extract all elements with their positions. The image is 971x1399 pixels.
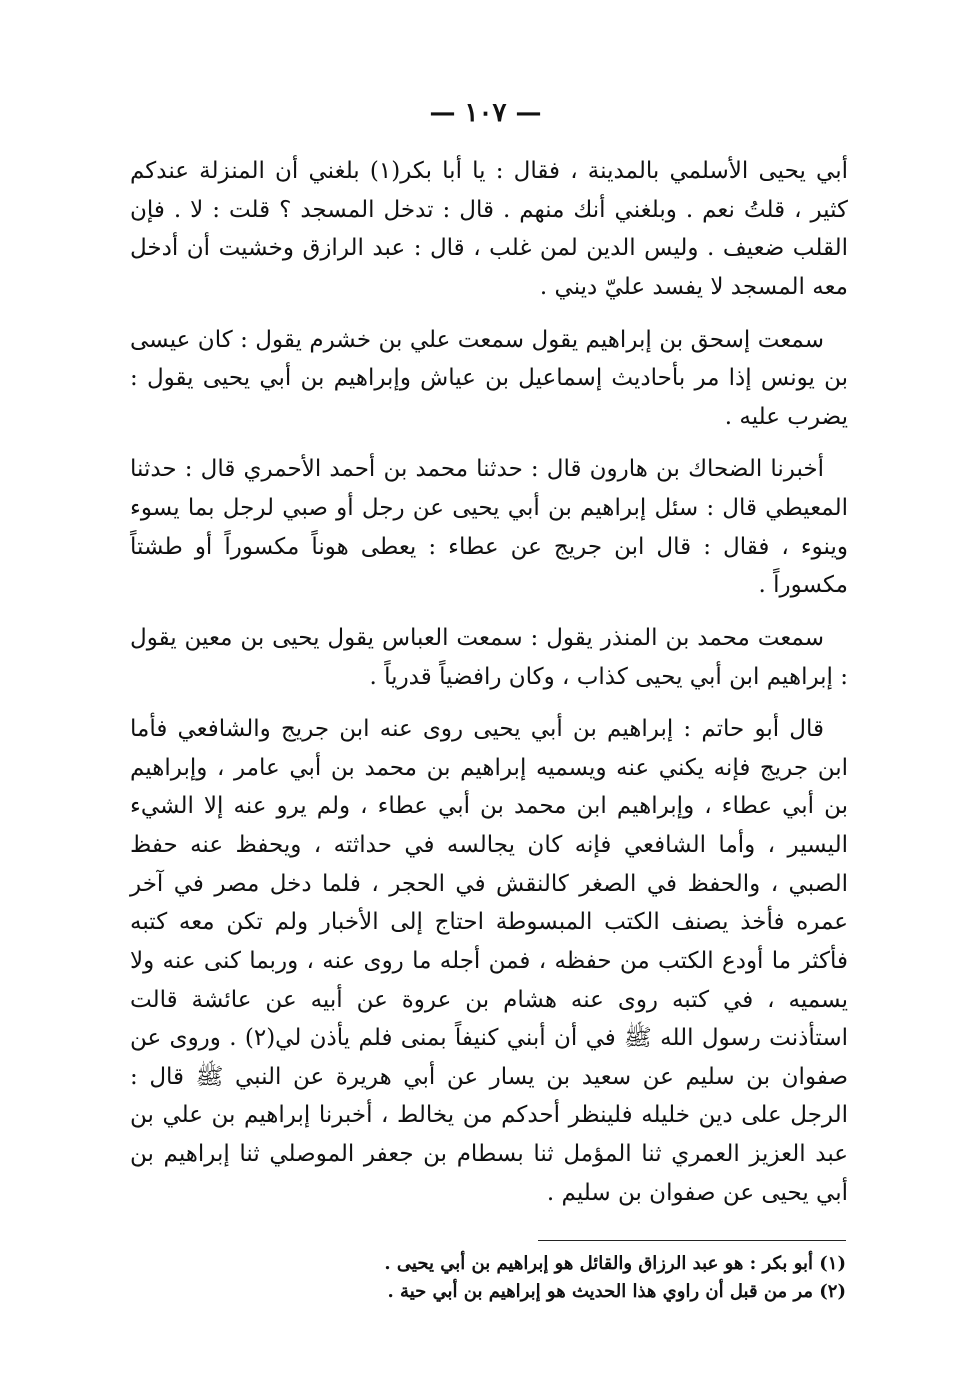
paragraph-5: قال أبو حاتم : إبراهيم بن أبي يحيى روى عنه ابن جريج والشافعي فأما ابن جريج فإنه يكني عنه ويسميه إبراهيم بن محمد بن أبي عامر ، وإبراهيم بن أبي عطاء ، وإبراهيم ابن محمد بن أبي عطاء ، ولم يرو عنه إلا الشيء اليسير ، وأما الشافعي فإنه كان يجالسه في حداثته ، ويحفظ عنه حفظ الصبي ، والحفظ في الصغر كالنقش في الحجر ، فلما دخل مصر في آخر عمره فأخذ يصنف الكتب المبسوطة احتاج إلى الأخبار ولم تكن معه كتبه فأكثر ما أودع الكتب من حفظه ، فمن أجله ما روى عنه ، وربما كنى عنه ولا يسميه ، في كتبه روى عنه هشام بن عروة عن أبيه عن عائشة قالت استأذنت رسول الله ﷺ في أن أبني كنيفاً بمنى فلم يأذن لي(٢) . وروى عن صفوان بن سليم عن سعيد بن يسار عن أبي هريرة عن النبي ﷺ قال : الرجل على دين خليله فلينظر أحدكم من يخالط ، أخبرنا إبراهيم بن علي بن عبد العزيز العمري ثنا المؤمل ثنا بسطام بن جعفر الموصلي ثنا إبراهيم بن أبي يحيى عن صفوان بن سليم .	[130, 716, 848, 1206]
paragraph-3: أخبرنا الضحاك بن هارون قال : حدثنا محمد بن أحمد الأحمري قال : حدثنا المعيطي قال : سئل إبراهيم بن أبي يحيى عن رجل أو صبي لرجل بما يسوء وينوء ، فقال : قال ابن جريج عن عطاء : يعطى هوناً مكسوراً أو طشتاً مكسوراً .	[130, 456, 848, 599]
body-text	[130, 152, 848, 1226]
footnotes	[300, 1250, 846, 1306]
paragraph-2: سمعت إسحق بن إبراهيم يقول سمعت علي بن خشرم يقول : كان عيسى بن يونس إذا مر بأحاديث إسماعيل بن عياش وإبراهيم بن أبي يحيى يقول : يضرب عليه .	[130, 326, 848, 430]
footnote-divider	[538, 1240, 846, 1241]
paragraph-1: أبي يحيى الأسلمي بالمدينة ، فقال : يا أبا بكر(١) بلغني أن المنزلة عندكم كثير ، قلتُ نعم . وبلغني أنك منهم . قال : تدخل المسجد ؟ قلت : لا . فإن القلب ضعيف . وليس الدين لمن غلب ، قال : عبد الرازق وخشيت أن أدخل معه المسجد لا يفسد عليّ ديني .	[130, 158, 848, 300]
paragraph-4: سمعت محمد بن المنذر يقول : سمعت العباس يقول يحيى بن معين يقول : إبراهيم ابن أبي يحيى كذاب ، وكان رافضياً قدرياً .	[130, 624, 848, 690]
footnote-2: (٢) مر من قبل أن راوي هذا الحديث هو إبراهيم بن أبي حية .	[387, 1280, 846, 1302]
page-number: — ١٠٧ —	[429, 98, 542, 128]
footnote-1: (١) أبو بكر : هو عبد الرزاق والقائل هو إبراهيم بن أبي يحيى .	[384, 1253, 846, 1274]
